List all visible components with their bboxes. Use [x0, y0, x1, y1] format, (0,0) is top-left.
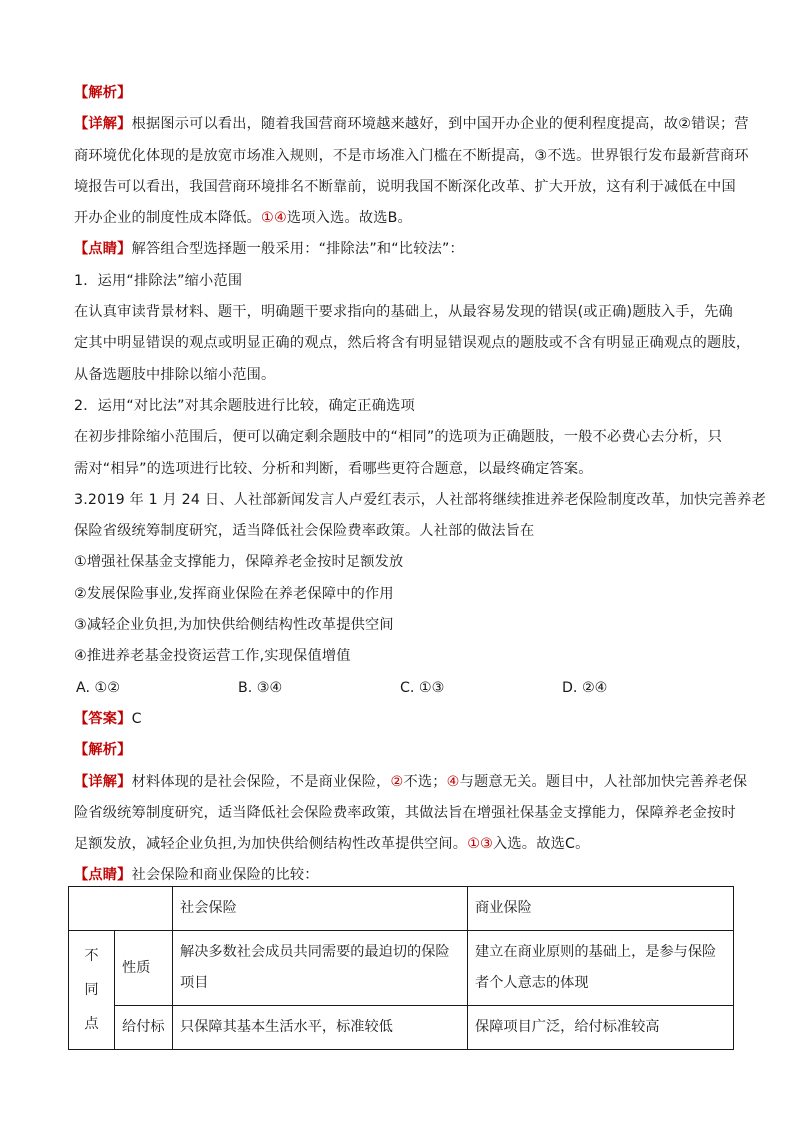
- answer-options: [74, 673, 734, 704]
- tip-tag: 【点睛】: [74, 867, 132, 884]
- highlighted-choice: ④: [446, 773, 460, 790]
- method-text-line: 从备选题肢中排除以缩小范围。: [74, 366, 276, 383]
- detail-paragraph-line: [74, 829, 734, 860]
- method-text-line: 在认真审读背景材料、题干，明确题干要求指向的基础上，从最容易发现的错误(或正确)题肢入手，先确: [74, 304, 733, 321]
- document-body: [74, 78, 766, 892]
- highlighted-choice: ①③: [467, 836, 494, 853]
- option-b: B. ③④: [238, 679, 283, 696]
- text-run: 与题意无关。题目中，人社部加快完善养老保: [459, 773, 748, 790]
- header-commercial-insurance: 商业保险: [468, 887, 734, 931]
- statement-item: ③减轻企业负担,为加快供给侧结构性改革提供空间: [74, 617, 394, 634]
- group-label-char: 不: [84, 948, 99, 964]
- header-social-insurance: 社会保险: [173, 887, 468, 931]
- statement-item: ②发展保险事业,发挥商业保险在养老保障中的作用: [74, 585, 394, 602]
- row-label-nature: 性质: [115, 931, 173, 1006]
- option-a: A. ①②: [76, 679, 120, 696]
- detail-paragraph-line: [74, 767, 748, 798]
- table-row: [69, 931, 734, 1006]
- tip-tag: 【点睛】: [74, 241, 132, 258]
- text-run: 材料体现的是社会保险，不是商业保险，: [131, 773, 391, 790]
- tip-paragraph-line: [74, 234, 734, 265]
- answer-value: C: [131, 710, 142, 727]
- cell-commercial-nature: 建立在商业原则的基础上，是参与保险者个人意志的体现: [468, 931, 734, 1006]
- cell-social-payment: 只保障其基本生活水平，标准较低: [173, 1006, 468, 1050]
- analysis-heading: [74, 78, 734, 109]
- statement-item: ④推进养老基金投资运营工作,实现保值增值: [74, 648, 351, 665]
- table-corner-cell: [69, 887, 173, 931]
- row-label-payment: 给付标: [115, 1006, 173, 1050]
- text-run: 足额发放，减轻企业负担,为加快供给侧结构性改革提供空间。: [74, 836, 468, 853]
- detail-paragraph-line: 险省级统筹制度研究，适当降低社会保险费率政策，其做法旨在增强社保基金支撑能力，保障养老金按时: [74, 804, 736, 821]
- method-text-line: 定其中明显错误的观点或明显正确的观点，然后将含有明显错误观点的题肢或不含有明显正确观点的题肢，: [74, 335, 751, 352]
- highlighted-choice: ②: [390, 773, 404, 790]
- table-header-row: [69, 887, 734, 931]
- text-run: 入选。故选C。: [493, 836, 590, 853]
- text-run: 开办企业的制度性成本降低。: [74, 210, 262, 227]
- method-text-line: 需对“相异”的选项进行比较、分析和判断，看哪些更符合题意，以最终确定答案。: [74, 460, 593, 477]
- method-heading: 2．运用“对比法”对其余题肢进行比较，确定正确选项: [74, 397, 415, 414]
- detail-tag: 【详解】: [74, 773, 132, 790]
- analysis-heading: [74, 735, 734, 766]
- detail-tag: 【详解】: [74, 116, 132, 133]
- text-run: 解答组合型选择题一般采用：“排除法”和“比较法”：: [131, 241, 464, 258]
- option-c: C. ①③: [400, 679, 445, 696]
- group-label-char: 同: [84, 982, 99, 998]
- method-heading: 1．运用“排除法”缩小范围: [74, 272, 243, 289]
- detail-paragraph-line: [74, 203, 734, 234]
- option-d: D. ②④: [562, 679, 608, 696]
- analysis-tag: 【解析】: [74, 85, 132, 101]
- answer-line: [74, 704, 734, 735]
- highlighted-choice: ①④: [261, 210, 287, 227]
- detail-paragraph-line: [74, 109, 749, 140]
- cell-commercial-payment: 保障项目广泛，给付标准较高: [468, 1006, 734, 1050]
- cell-social-nature: 解决多数社会成员共同需要的最迫切的保险项目: [173, 931, 468, 1006]
- table-row: [69, 1006, 734, 1050]
- text-run: 选项入选。故选B。: [286, 210, 412, 227]
- group-label-char: 点: [84, 1016, 99, 1032]
- text-run: 根据图示可以看出，随着我国营商环境越来越好，到中国开办企业的便利程度提高，故②错误；营: [131, 116, 749, 133]
- analysis-tag: 【解析】: [74, 742, 132, 759]
- text-run: 社会保险和商业保险的比较：: [131, 867, 319, 884]
- statement-item: ①增强社保基金支撑能力，保障养老金按时足额发放: [74, 554, 404, 571]
- text-run: 不选；: [403, 773, 447, 790]
- answer-tag: 【答案】: [74, 710, 132, 727]
- question-stem-line: 3.2019 年 1 月 24 日、人社部新闻发言人卢爱红表示，人社部将继续推进养老保险制度改革，加快完善养老: [74, 491, 766, 508]
- method-text-line: 在初步排除缩小范围后，便可以确定剩余题肢中的“相同”的选项为正确题肢，一般不必费心去分析，只: [74, 429, 723, 446]
- difference-group-label: [69, 931, 115, 1050]
- detail-paragraph-line: 商环境优化体现的是放宽市场准入规则，不是市场准入门槛在不断提高，③不选。世界银行发布最新营商环: [74, 147, 749, 164]
- comparison-table: [68, 886, 734, 1050]
- detail-paragraph-line: 境报告可以看出，我国营商环境排名不断靠前，说明我国不断深化改革、扩大开放，这有利于减低在中国: [74, 178, 736, 195]
- question-stem-line: 保险省级统筹制度研究，适当降低社会保险费率政策。人社部的做法旨在: [74, 523, 535, 540]
